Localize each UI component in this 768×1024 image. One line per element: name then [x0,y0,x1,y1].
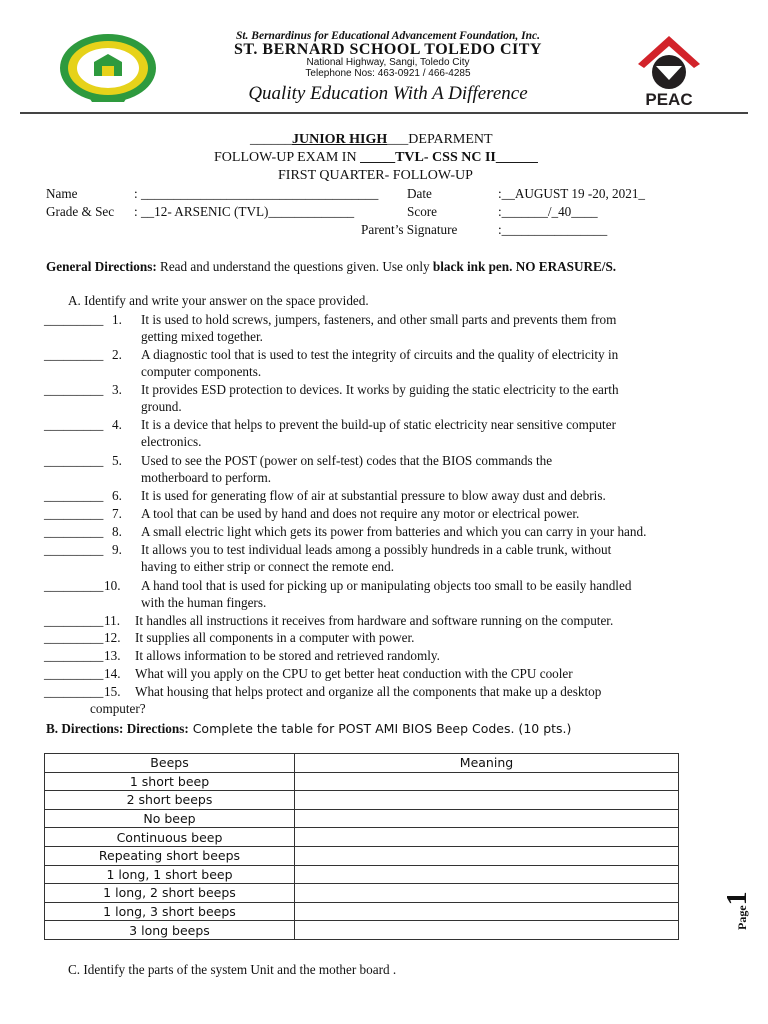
question-text-continued: motherboard to perform. [141,470,272,485]
dept-blank-pre: ______ [250,132,292,147]
answer-blank[interactable]: _________ [44,613,104,628]
question-text: It is used for generating flow of air at substantial pressure to blow away dust and debris. [141,488,606,503]
section-a-heading: A. Identify and write your answer on the space provided. [68,293,369,308]
question-text-continued: computer components. [141,364,262,379]
exam-value: _____TVL- CSS NC II______ [360,150,538,165]
peac-logo [628,34,710,108]
page-number [722,891,754,930]
question-text-continued: getting mixed together. [141,329,263,344]
general-directions-text: Read and understand the questions given. Use only [156,259,433,274]
beep-rows [45,772,679,939]
question-text: It is a device that helps to prevent the build-up of static electricity near sensitive computer [141,417,616,432]
meaning-answer-cell[interactable] [295,902,679,921]
table-row [45,809,679,828]
general-directions [46,258,616,275]
answer-blank[interactable]: _________ [44,347,104,362]
table-row [45,921,679,940]
score-field[interactable]: :_______/_40____ [498,204,598,219]
question-text: It handles all instructions it receives from hardware and software running on the computer. [135,613,614,628]
dept-label: DEPARMENT [408,132,493,147]
col-beeps-header: Beeps [45,754,295,773]
table-row [45,791,679,810]
meaning-answer-cell[interactable] [295,921,679,940]
general-directions-emphasis: black ink pen. NO ERASURE/S. [432,259,617,274]
question-number: 5. [112,453,122,468]
peac-emblem-icon [628,34,710,92]
meaning-answer-cell[interactable] [295,809,679,828]
question-number: 15. [104,684,121,699]
question-number: 12. [104,630,121,645]
school-name: ST. BERNARD SCHOOL TOLEDO CITY [234,41,542,58]
peac-label: PEAC [645,90,693,109]
exam-line [214,149,538,166]
table-row [45,865,679,884]
section-c-text: . Identify the parts of the system Unit and the mother board . [76,962,397,977]
answer-blank[interactable]: _________ [44,506,104,521]
grade-field[interactable]: : __12- ARSENIC (TVL)_____________ [134,204,355,219]
school-address: National Highway, Sangi, Toledo City [306,57,470,68]
date-field[interactable]: :__AUGUST 19 -20, 2021_ [498,186,646,201]
parent-signature-field[interactable]: :________________ [498,222,608,237]
dept-blank-post: ___ [387,132,409,147]
question-number: 7. [112,506,122,521]
department-line [250,131,493,148]
answer-blank[interactable]: _________ [44,666,104,681]
table-row [45,846,679,865]
section-b-text: Complete the table for POST AMI BIOS Beep Codes. (10 pts.) [188,721,572,736]
beep-pattern-cell: 3 long beeps [45,921,295,940]
question-number: 6. [112,488,122,503]
dept-value: JUNIOR HIGH [292,132,388,147]
section-c-directions [68,961,396,978]
question-number: 2. [112,347,122,362]
col-meaning-header: Meaning [295,754,679,773]
school-phone: Telephone Nos: 463-0921 / 466-4285 [305,68,471,79]
answer-blank[interactable]: _________ [44,542,104,557]
beep-pattern-cell: 1 long, 1 short beep [45,865,295,884]
exam-label: FOLLOW-UP EXAM IN [214,150,361,165]
answer-blank[interactable]: _________ [44,453,104,468]
table-row [45,772,679,791]
question-text: It allows you to test individual leads among a possibly hundreds in a cable trunk, without [141,542,612,557]
header-divider [20,112,748,114]
score-label: Score [407,204,438,219]
beep-pattern-cell: 1 long, 2 short beeps [45,884,295,903]
question-number: 1. [112,312,122,327]
answer-blank[interactable]: _________ [44,417,104,432]
question-text: It provides ESD protection to devices. It works by guiding the static electricity to the earth [141,382,619,397]
section-b-directions [46,720,571,737]
answer-blank[interactable]: _________ [44,648,104,663]
school-seal-logo [58,32,158,109]
question-text-continued: computer? [90,701,146,716]
general-directions-label: General Directions: [46,259,157,274]
meaning-answer-cell[interactable] [295,846,679,865]
table-header-row [45,754,679,773]
question-text: A tool that can be used by hand and does not require any motor or electrical power. [141,506,580,521]
question-text: What will you apply on the CPU to get better heat conduction with the CPU cooler [135,666,573,681]
school-motto: Quality Education With A Difference [248,83,528,104]
page-num: 1 [722,891,753,906]
question-text: It supplies all components in a computer with power. [135,630,415,645]
beep-pattern-cell: No beep [45,809,295,828]
question-number: 8. [112,524,122,539]
name-field[interactable]: : ____________________________________ [134,186,379,201]
table-row [45,828,679,847]
question-number: 4. [112,417,122,432]
name-label: Name [46,186,78,201]
section-c-label: C [68,962,77,977]
question-text: A small electric light which gets its power from batteries and which you can carry in your hand. [141,524,647,539]
date-label: Date [407,186,432,201]
answer-blank[interactable]: _________ [44,312,104,327]
beep-pattern-cell: 2 short beeps [45,791,295,810]
question-number: 9. [112,542,122,557]
table-row [45,902,679,921]
answer-blank[interactable]: _________ [44,578,104,593]
meaning-answer-cell[interactable] [295,791,679,810]
question-number: 10. [104,578,121,593]
page-word: Page [735,905,749,930]
question-text: What housing that helps protect and organize all the components that make up a desktop [135,684,602,699]
table-row [45,884,679,903]
answer-blank[interactable]: _________ [44,488,104,503]
beep-codes-table [44,753,679,940]
question-text-continued: ground. [141,399,182,414]
question-number: 13. [104,648,121,663]
answer-blank[interactable]: _________ [44,524,104,539]
meaning-answer-cell[interactable] [295,772,679,791]
section-b-label: B. Directions: Directions: [46,721,189,736]
answer-blank[interactable]: _________ [44,684,104,699]
question-text-continued: with the human fingers. [141,595,267,610]
question-number: 14. [104,666,121,681]
beep-pattern-cell: Continuous beep [45,828,295,847]
foundation-name: St. Bernardinus for Educational Advancement Foundation, Inc. [235,30,541,42]
beep-pattern-cell: 1 long, 3 short beeps [45,902,295,921]
beep-pattern-cell: Repeating short beeps [45,846,295,865]
meaning-answer-cell[interactable] [295,865,679,884]
beep-pattern-cell: 1 short beep [45,772,295,791]
question-number: 11. [104,613,120,628]
grade-label: Grade & Sec [46,204,115,219]
meaning-answer-cell[interactable] [295,828,679,847]
question-text: Used to see the POST (power on self-test) codes that the BIOS commands the [141,453,553,468]
question-text-continued: having to either strip or connect the remote end. [141,559,395,574]
question-text: A diagnostic tool that is used to test the integrity of circuits and the quality of electricity in [141,347,619,362]
answer-blank[interactable]: _________ [44,630,104,645]
meaning-answer-cell[interactable] [295,884,679,903]
question-text: It allows information to be stored and retrieved randomly. [135,648,440,663]
question-text: It is used to hold screws, jumpers, fasteners, and other small parts and prevents them from [141,312,617,327]
question-number: 3. [112,382,122,397]
answer-blank[interactable]: _________ [44,382,104,397]
parent-signature-label: Parent’s Signature [361,222,458,237]
question-text: A hand tool that is used for picking up or manipulating objects too small to be easily handled [141,578,632,593]
question-text-continued: electronics. [141,434,202,449]
quarter-line: FIRST QUARTER- FOLLOW-UP [278,168,473,183]
